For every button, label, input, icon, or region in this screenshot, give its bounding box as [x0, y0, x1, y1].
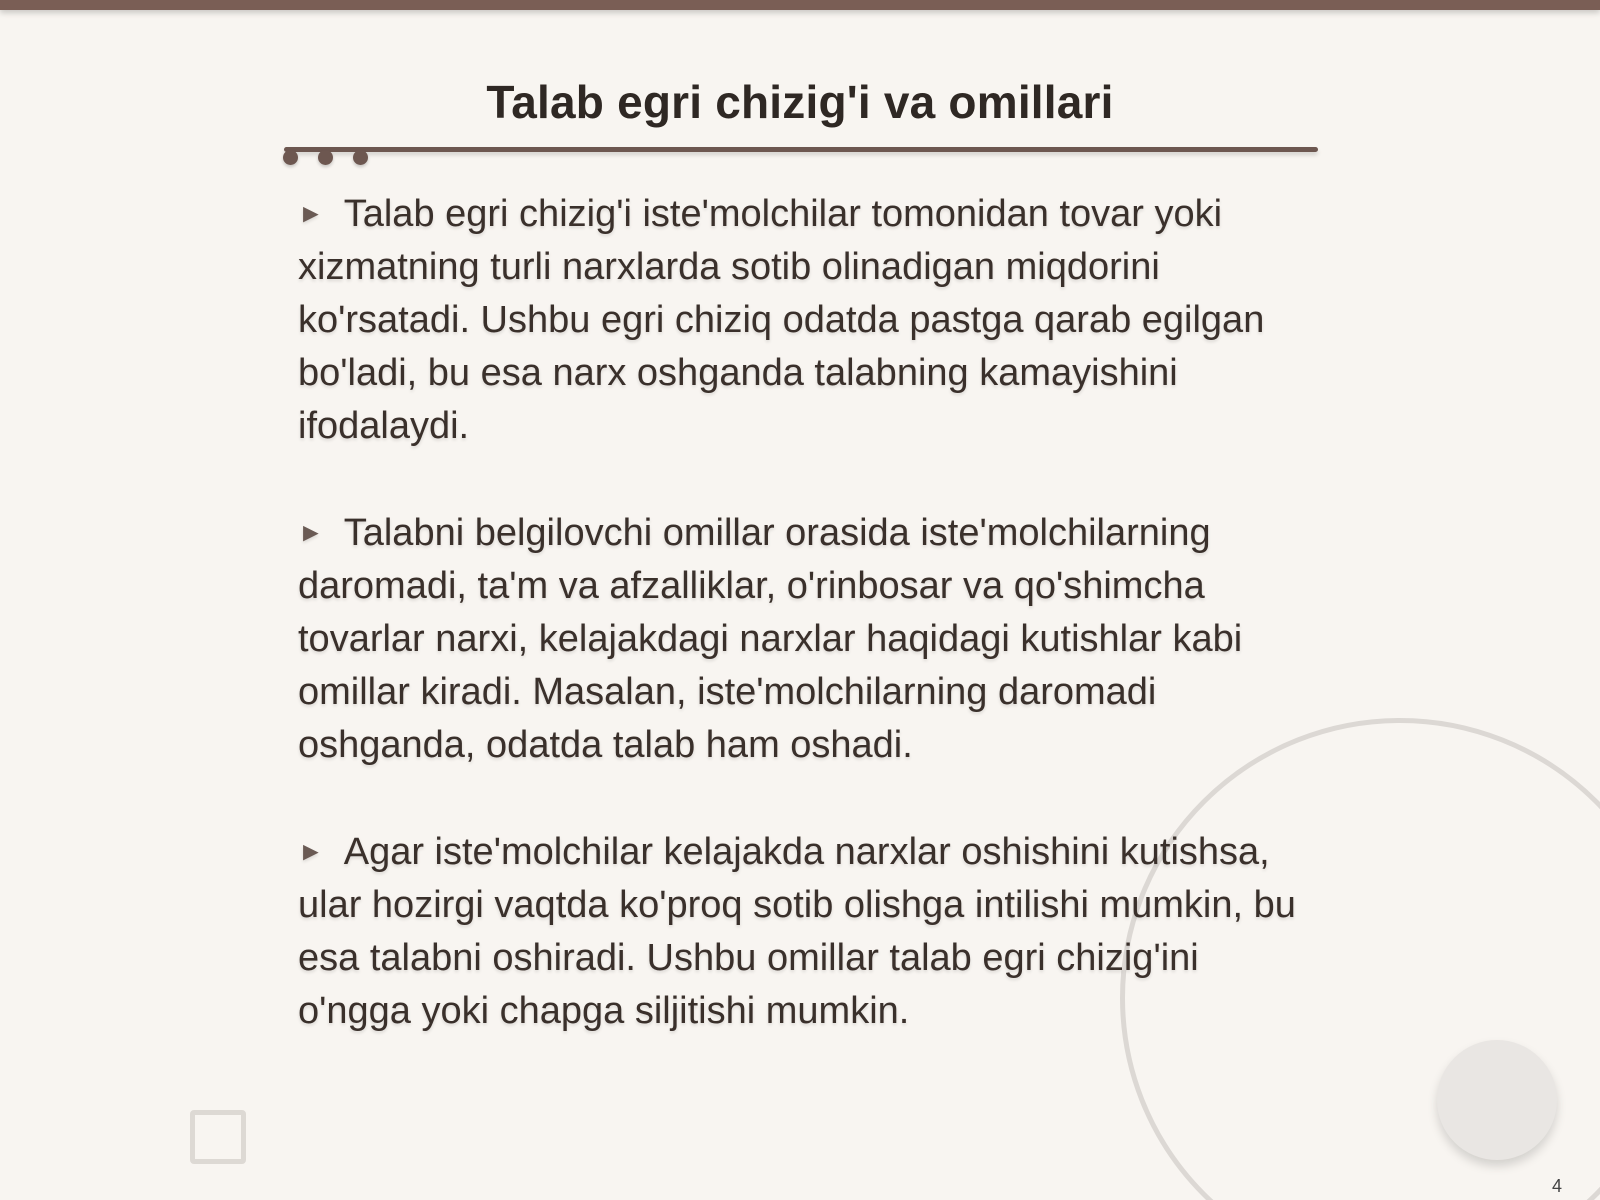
bullet-list — [298, 187, 1318, 1091]
bullet-arrow-icon: ► — [298, 836, 324, 866]
bullet-text: Talab egri chizig'i iste'molchilar tomonidan tovar yoki xizmatning turli narxlarda sotib olinadigan miqdorini ko'rsatadi. Ushbu egri chiziq odatda pastga qarab egilgan bo'ladi, bu esa narx oshganda talabning kamayishini ifodalaydi. — [298, 193, 1265, 447]
page-number: 4 — [1552, 1176, 1563, 1196]
bullet-text: Talabni belgilovchi omillar orasida iste'molchilarning daromadi, ta'm va afzalliklar, o'rinbosar va qo'shimcha tovarlar narxi, kelajakdagi narxlar haqidagi kutishlar kabi omillar kiradi. Masalan, iste'molchilarning daromadi oshganda, odatda talab ham oshadi. — [298, 512, 1243, 766]
title-underline — [284, 147, 1318, 152]
slide-title: Talab egri chizig'i va omillari — [486, 76, 1114, 128]
decorative-square — [190, 1110, 246, 1164]
underline-dot — [318, 150, 333, 165]
top-accent-bar — [0, 0, 1600, 10]
bullet-item — [298, 187, 1318, 453]
bullet-item — [298, 825, 1318, 1038]
bullet-arrow-icon: ► — [298, 198, 324, 228]
underline-dot — [283, 150, 298, 165]
bullet-item — [298, 506, 1318, 772]
underline-dot — [353, 150, 368, 165]
bullet-text: Agar iste'molchilar kelajakda narxlar oshishini kutishsa, ular hozirgi vaqtda ko'proq sotib olishga intilishi mumkin, bu esa talabni oshiradi. Ushbu omillar talab egri chizig'ini o'ngga yoki chapga siljitishi mumkin. — [298, 831, 1296, 1032]
decorative-disc — [1437, 1040, 1557, 1160]
bullet-arrow-icon: ► — [298, 517, 324, 547]
